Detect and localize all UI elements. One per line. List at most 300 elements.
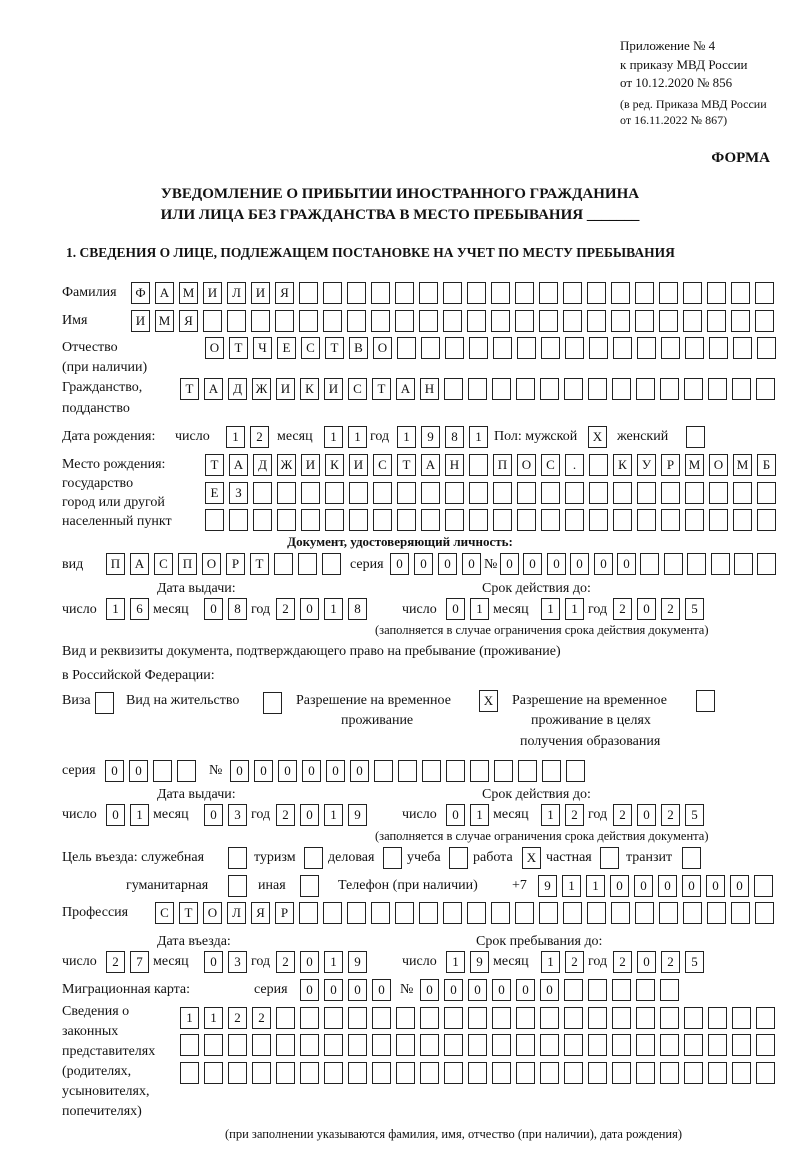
doc-number-cell[interactable] — [687, 553, 706, 575]
surname-cell[interactable] — [563, 282, 582, 304]
surname-cell[interactable] — [443, 282, 462, 304]
citizenship-cell[interactable]: А — [204, 378, 223, 400]
entry-year-cell[interactable]: 1 — [324, 951, 343, 973]
stay-number-cell[interactable] — [542, 760, 561, 782]
surname-cell[interactable] — [659, 282, 678, 304]
reps-3-cell[interactable] — [276, 1062, 295, 1084]
reps-3-cell[interactable] — [348, 1062, 367, 1084]
birthplace-2-cell[interactable] — [733, 482, 752, 504]
reps-3-cell[interactable] — [588, 1062, 607, 1084]
phone-cell[interactable] — [754, 875, 773, 897]
birthplace-3-cell[interactable] — [757, 509, 776, 531]
patronymic-cell[interactable] — [517, 337, 536, 359]
stay-number-cell[interactable]: 0 — [302, 760, 321, 782]
reps-2-cell[interactable] — [660, 1034, 679, 1056]
doc-issue-month-cell[interactable]: 8 — [228, 598, 247, 620]
reps-1-cell[interactable] — [300, 1007, 319, 1029]
p-study-cell[interactable] — [449, 847, 468, 869]
stay-issue-month-cell[interactable]: 3 — [228, 804, 247, 826]
mig-series-cell[interactable]: 0 — [300, 979, 319, 1001]
name-cell[interactable] — [227, 310, 246, 332]
birthplace-2-cell[interactable] — [661, 482, 680, 504]
birth-year-cell[interactable]: 8 — [445, 426, 464, 448]
mig-number-cell[interactable] — [588, 979, 607, 1001]
until-year-cell[interactable]: 0 — [637, 951, 656, 973]
reps-3-cell[interactable] — [444, 1062, 463, 1084]
stay-number-cell[interactable]: 0 — [230, 760, 249, 782]
patronymic-cell[interactable]: Е — [277, 337, 296, 359]
reps-2-cell[interactable] — [588, 1034, 607, 1056]
doc-number-cell[interactable] — [711, 553, 730, 575]
doc-series-cell[interactable]: 0 — [390, 553, 409, 575]
birthplace-3-cell[interactable] — [277, 509, 296, 531]
profession-cell[interactable] — [491, 902, 510, 924]
reps-2-cell[interactable] — [684, 1034, 703, 1056]
patronymic-cell[interactable] — [397, 337, 416, 359]
name-cell[interactable] — [443, 310, 462, 332]
stay-issue-year-cell[interactable]: 1 — [324, 804, 343, 826]
reps-1-cell[interactable] — [492, 1007, 511, 1029]
surname-cell[interactable]: Л — [227, 282, 246, 304]
reps-2-cell[interactable] — [636, 1034, 655, 1056]
birthplace-3-cell[interactable] — [517, 509, 536, 531]
surname-cell[interactable]: И — [203, 282, 222, 304]
patronymic-cell[interactable] — [589, 337, 608, 359]
doc-issue-month-cell[interactable]: 0 — [204, 598, 223, 620]
birthplace-2-cell[interactable] — [493, 482, 512, 504]
reps-2-cell[interactable] — [204, 1034, 223, 1056]
reps-1-cell[interactable] — [564, 1007, 583, 1029]
surname-cell[interactable]: И — [251, 282, 270, 304]
birthplace-2-cell[interactable] — [517, 482, 536, 504]
citizenship-cell[interactable] — [468, 378, 487, 400]
reps-3-cell[interactable] — [324, 1062, 343, 1084]
doc-valid-year-cell[interactable]: 2 — [661, 598, 680, 620]
birthplace-3-cell[interactable] — [493, 509, 512, 531]
patronymic-cell[interactable] — [493, 337, 512, 359]
name-cell[interactable] — [491, 310, 510, 332]
citizenship-cell[interactable]: К — [300, 378, 319, 400]
name-cell[interactable]: М — [155, 310, 174, 332]
birthplace-3-cell[interactable] — [301, 509, 320, 531]
p-other-cell[interactable] — [300, 875, 319, 897]
sex-male-cell[interactable]: X — [588, 426, 607, 448]
doc-kind-cell[interactable] — [298, 553, 317, 575]
citizenship-cell[interactable]: Т — [372, 378, 391, 400]
reps-3-cell[interactable] — [252, 1062, 271, 1084]
phone-cell[interactable]: 1 — [586, 875, 605, 897]
phone-cell[interactable]: 1 — [562, 875, 581, 897]
surname-cell[interactable] — [539, 282, 558, 304]
p-humanitarian-cell[interactable] — [228, 875, 247, 897]
doc-number-cell[interactable]: 0 — [594, 553, 613, 575]
reps-3-cell[interactable] — [372, 1062, 391, 1084]
patronymic-cell[interactable] — [685, 337, 704, 359]
citizenship-cell[interactable] — [540, 378, 559, 400]
reps-2-cell[interactable] — [372, 1034, 391, 1056]
surname-cell[interactable] — [371, 282, 390, 304]
profession-cell[interactable] — [347, 902, 366, 924]
doc-issue-year-cell[interactable]: 2 — [276, 598, 295, 620]
reps-2-cell[interactable] — [468, 1034, 487, 1056]
profession-cell[interactable] — [467, 902, 486, 924]
entry-day-cell[interactable]: 7 — [130, 951, 149, 973]
profession-cell[interactable] — [395, 902, 414, 924]
doc-valid-day-cell[interactable]: 1 — [470, 598, 489, 620]
patronymic-cell[interactable]: С — [301, 337, 320, 359]
doc-valid-year-cell[interactable]: 2 — [613, 598, 632, 620]
profession-cell[interactable] — [755, 902, 774, 924]
reps-3-cell[interactable] — [300, 1062, 319, 1084]
doc-series-cell[interactable]: 0 — [414, 553, 433, 575]
profession-cell[interactable]: Р — [275, 902, 294, 924]
chk-temp-cell[interactable]: X — [479, 690, 498, 712]
name-cell[interactable] — [371, 310, 390, 332]
birthplace-1-cell[interactable]: Д — [253, 454, 272, 476]
patronymic-cell[interactable]: О — [205, 337, 224, 359]
stay-valid-year-cell[interactable]: 2 — [613, 804, 632, 826]
profession-cell[interactable] — [707, 902, 726, 924]
doc-number-cell[interactable]: 0 — [523, 553, 542, 575]
stay-number-cell[interactable] — [422, 760, 441, 782]
mig-number-cell[interactable]: 0 — [420, 979, 439, 1001]
surname-cell[interactable]: М — [179, 282, 198, 304]
reps-1-cell[interactable]: 1 — [180, 1007, 199, 1029]
name-cell[interactable] — [731, 310, 750, 332]
citizenship-cell[interactable] — [684, 378, 703, 400]
chk-edu-cell[interactable] — [696, 690, 715, 712]
mig-series-cell[interactable]: 0 — [372, 979, 391, 1001]
reps-3-cell[interactable] — [228, 1062, 247, 1084]
entry-month-cell[interactable]: 3 — [228, 951, 247, 973]
birthplace-1-cell[interactable]: С — [541, 454, 560, 476]
birthplace-3-cell[interactable] — [589, 509, 608, 531]
birthplace-2-cell[interactable] — [613, 482, 632, 504]
until-year-cell[interactable]: 2 — [661, 951, 680, 973]
doc-valid-year-cell[interactable]: 5 — [685, 598, 704, 620]
citizenship-cell[interactable]: Ж — [252, 378, 271, 400]
stay-issue-year-cell[interactable]: 2 — [276, 804, 295, 826]
entry-month-cell[interactable]: 0 — [204, 951, 223, 973]
entry-year-cell[interactable]: 0 — [300, 951, 319, 973]
stay-series-cell[interactable]: 0 — [129, 760, 148, 782]
surname-cell[interactable] — [515, 282, 534, 304]
reps-3-cell[interactable] — [732, 1062, 751, 1084]
profession-cell[interactable] — [323, 902, 342, 924]
citizenship-cell[interactable] — [708, 378, 727, 400]
profession-cell[interactable]: Л — [227, 902, 246, 924]
patronymic-cell[interactable] — [565, 337, 584, 359]
birthplace-1-cell[interactable]: У — [637, 454, 656, 476]
birthplace-1-cell[interactable]: И — [301, 454, 320, 476]
until-year-cell[interactable]: 5 — [685, 951, 704, 973]
birthplace-2-cell[interactable] — [709, 482, 728, 504]
birth-year-cell[interactable]: 9 — [421, 426, 440, 448]
patronymic-cell[interactable]: Ч — [253, 337, 272, 359]
birthplace-3-cell[interactable] — [445, 509, 464, 531]
mig-number-cell[interactable]: 0 — [516, 979, 535, 1001]
profession-cell[interactable] — [419, 902, 438, 924]
birthplace-1-cell[interactable]: Т — [397, 454, 416, 476]
citizenship-cell[interactable] — [516, 378, 535, 400]
citizenship-cell[interactable] — [756, 378, 775, 400]
reps-3-cell[interactable] — [180, 1062, 199, 1084]
citizenship-cell[interactable]: С — [348, 378, 367, 400]
mig-number-cell[interactable] — [612, 979, 631, 1001]
name-cell[interactable]: Я — [179, 310, 198, 332]
profession-cell[interactable]: Я — [251, 902, 270, 924]
reps-2-cell[interactable] — [708, 1034, 727, 1056]
patronymic-cell[interactable] — [613, 337, 632, 359]
birthplace-1-cell[interactable] — [469, 454, 488, 476]
birthplace-2-cell[interactable] — [541, 482, 560, 504]
citizenship-cell[interactable] — [444, 378, 463, 400]
doc-kind-cell[interactable]: П — [106, 553, 125, 575]
reps-1-cell[interactable] — [540, 1007, 559, 1029]
doc-series-cell[interactable]: 0 — [438, 553, 457, 575]
name-cell[interactable] — [467, 310, 486, 332]
birth-day-cell[interactable]: 1 — [226, 426, 245, 448]
doc-kind-cell[interactable]: О — [202, 553, 221, 575]
entry-day-cell[interactable]: 2 — [106, 951, 125, 973]
reps-3-cell[interactable] — [756, 1062, 775, 1084]
birthplace-3-cell[interactable] — [661, 509, 680, 531]
stay-issue-year-cell[interactable]: 0 — [300, 804, 319, 826]
reps-3-cell[interactable] — [468, 1062, 487, 1084]
name-cell[interactable] — [347, 310, 366, 332]
mig-number-cell[interactable] — [564, 979, 583, 1001]
name-cell[interactable] — [587, 310, 606, 332]
profession-cell[interactable] — [731, 902, 750, 924]
doc-kind-cell[interactable]: А — [130, 553, 149, 575]
citizenship-cell[interactable] — [588, 378, 607, 400]
birthplace-1-cell[interactable]: М — [733, 454, 752, 476]
reps-2-cell[interactable] — [396, 1034, 415, 1056]
reps-2-cell[interactable] — [276, 1034, 295, 1056]
birth-year-cell[interactable]: 1 — [397, 426, 416, 448]
surname-cell[interactable] — [467, 282, 486, 304]
profession-cell[interactable] — [611, 902, 630, 924]
reps-2-cell[interactable] — [228, 1034, 247, 1056]
patronymic-cell[interactable]: Т — [325, 337, 344, 359]
doc-kind-cell[interactable]: П — [178, 553, 197, 575]
birthplace-2-cell[interactable] — [253, 482, 272, 504]
birth-month-cell[interactable]: 1 — [324, 426, 343, 448]
doc-number-cell[interactable] — [640, 553, 659, 575]
reps-3-cell[interactable] — [612, 1062, 631, 1084]
reps-1-cell[interactable] — [444, 1007, 463, 1029]
surname-cell[interactable] — [395, 282, 414, 304]
stay-number-cell[interactable] — [374, 760, 393, 782]
reps-2-cell[interactable] — [324, 1034, 343, 1056]
stay-issue-day-cell[interactable]: 0 — [106, 804, 125, 826]
name-cell[interactable]: И — [131, 310, 150, 332]
birthplace-2-cell[interactable] — [277, 482, 296, 504]
reps-1-cell[interactable] — [516, 1007, 535, 1029]
citizenship-cell[interactable] — [492, 378, 511, 400]
surname-cell[interactable]: Я — [275, 282, 294, 304]
birthplace-2-cell[interactable] — [373, 482, 392, 504]
doc-number-cell[interactable]: 0 — [500, 553, 519, 575]
mig-number-cell[interactable]: 0 — [540, 979, 559, 1001]
profession-cell[interactable] — [539, 902, 558, 924]
birthplace-1-cell[interactable]: О — [709, 454, 728, 476]
phone-cell[interactable]: 0 — [658, 875, 677, 897]
doc-series-cell[interactable]: 0 — [462, 553, 481, 575]
p-service-cell[interactable] — [228, 847, 247, 869]
doc-kind-cell[interactable] — [322, 553, 341, 575]
profession-cell[interactable]: О — [203, 902, 222, 924]
patronymic-cell[interactable]: Т — [229, 337, 248, 359]
birthplace-2-cell[interactable] — [685, 482, 704, 504]
reps-1-cell[interactable] — [348, 1007, 367, 1029]
mig-number-cell[interactable]: 0 — [444, 979, 463, 1001]
surname-cell[interactable] — [635, 282, 654, 304]
stay-number-cell[interactable] — [446, 760, 465, 782]
doc-number-cell[interactable]: 0 — [547, 553, 566, 575]
stay-issue-year-cell[interactable]: 9 — [348, 804, 367, 826]
until-month-cell[interactable]: 2 — [565, 951, 584, 973]
birthplace-3-cell[interactable] — [733, 509, 752, 531]
birthplace-2-cell[interactable] — [565, 482, 584, 504]
phone-cell[interactable]: 0 — [634, 875, 653, 897]
name-cell[interactable] — [203, 310, 222, 332]
citizenship-cell[interactable]: И — [324, 378, 343, 400]
birthplace-1-cell[interactable]: Н — [445, 454, 464, 476]
profession-cell[interactable]: С — [155, 902, 174, 924]
profession-cell[interactable] — [587, 902, 606, 924]
stay-number-cell[interactable]: 0 — [326, 760, 345, 782]
stay-valid-year-cell[interactable]: 0 — [637, 804, 656, 826]
name-cell[interactable] — [659, 310, 678, 332]
doc-number-cell[interactable] — [757, 553, 776, 575]
citizenship-cell[interactable] — [660, 378, 679, 400]
citizenship-cell[interactable]: Т — [180, 378, 199, 400]
p-tourism-cell[interactable] — [304, 847, 323, 869]
patronymic-cell[interactable] — [733, 337, 752, 359]
citizenship-cell[interactable] — [636, 378, 655, 400]
stay-valid-month-cell[interactable]: 1 — [541, 804, 560, 826]
p-business-cell[interactable] — [383, 847, 402, 869]
birthplace-2-cell[interactable] — [469, 482, 488, 504]
birthplace-2-cell[interactable]: З — [229, 482, 248, 504]
stay-number-cell[interactable] — [494, 760, 513, 782]
reps-1-cell[interactable] — [588, 1007, 607, 1029]
doc-number-cell[interactable]: 0 — [617, 553, 636, 575]
birthplace-3-cell[interactable] — [685, 509, 704, 531]
surname-cell[interactable] — [491, 282, 510, 304]
stay-series-cell[interactable] — [153, 760, 172, 782]
birthplace-2-cell[interactable] — [349, 482, 368, 504]
reps-1-cell[interactable]: 1 — [204, 1007, 223, 1029]
birthplace-2-cell[interactable] — [397, 482, 416, 504]
reps-3-cell[interactable] — [684, 1062, 703, 1084]
surname-cell[interactable]: Ф — [131, 282, 150, 304]
until-month-cell[interactable]: 1 — [541, 951, 560, 973]
birthplace-3-cell[interactable] — [229, 509, 248, 531]
birthplace-3-cell[interactable] — [637, 509, 656, 531]
reps-1-cell[interactable] — [660, 1007, 679, 1029]
doc-number-cell[interactable] — [734, 553, 753, 575]
birthplace-1-cell[interactable] — [589, 454, 608, 476]
birthplace-2-cell[interactable] — [637, 482, 656, 504]
birth-year-cell[interactable]: 1 — [469, 426, 488, 448]
reps-1-cell[interactable] — [684, 1007, 703, 1029]
citizenship-cell[interactable] — [612, 378, 631, 400]
name-cell[interactable] — [755, 310, 774, 332]
doc-issue-year-cell[interactable]: 1 — [324, 598, 343, 620]
reps-1-cell[interactable] — [468, 1007, 487, 1029]
birthplace-3-cell[interactable] — [349, 509, 368, 531]
citizenship-cell[interactable]: Д — [228, 378, 247, 400]
p-private-cell[interactable] — [600, 847, 619, 869]
stay-valid-year-cell[interactable]: 5 — [685, 804, 704, 826]
birthplace-1-cell[interactable]: К — [613, 454, 632, 476]
citizenship-cell[interactable]: А — [396, 378, 415, 400]
reps-3-cell[interactable] — [708, 1062, 727, 1084]
surname-cell[interactable] — [611, 282, 630, 304]
birthplace-1-cell[interactable]: Т — [205, 454, 224, 476]
patronymic-cell[interactable] — [445, 337, 464, 359]
reps-3-cell[interactable] — [204, 1062, 223, 1084]
name-cell[interactable] — [611, 310, 630, 332]
doc-valid-year-cell[interactable]: 0 — [637, 598, 656, 620]
reps-2-cell[interactable] — [492, 1034, 511, 1056]
birthplace-1-cell[interactable]: . — [565, 454, 584, 476]
doc-number-cell[interactable]: 0 — [570, 553, 589, 575]
reps-2-cell[interactable] — [612, 1034, 631, 1056]
patronymic-cell[interactable] — [421, 337, 440, 359]
birthplace-2-cell[interactable] — [301, 482, 320, 504]
birthplace-1-cell[interactable]: К — [325, 454, 344, 476]
birthplace-3-cell[interactable] — [709, 509, 728, 531]
profession-cell[interactable] — [635, 902, 654, 924]
reps-2-cell[interactable] — [732, 1034, 751, 1056]
birthplace-1-cell[interactable]: С — [373, 454, 392, 476]
birthplace-3-cell[interactable] — [253, 509, 272, 531]
surname-cell[interactable] — [755, 282, 774, 304]
profession-cell[interactable] — [371, 902, 390, 924]
reps-1-cell[interactable] — [612, 1007, 631, 1029]
entry-year-cell[interactable]: 9 — [348, 951, 367, 973]
phone-cell[interactable]: 0 — [610, 875, 629, 897]
birthplace-2-cell[interactable] — [445, 482, 464, 504]
reps-2-cell[interactable] — [540, 1034, 559, 1056]
surname-cell[interactable] — [587, 282, 606, 304]
profession-cell[interactable]: Т — [179, 902, 198, 924]
name-cell[interactable] — [635, 310, 654, 332]
reps-3-cell[interactable] — [540, 1062, 559, 1084]
mig-number-cell[interactable] — [660, 979, 679, 1001]
birthplace-1-cell[interactable]: П — [493, 454, 512, 476]
birthplace-1-cell[interactable]: А — [229, 454, 248, 476]
birthplace-3-cell[interactable] — [205, 509, 224, 531]
phone-cell[interactable]: 9 — [538, 875, 557, 897]
reps-2-cell[interactable] — [348, 1034, 367, 1056]
reps-1-cell[interactable] — [396, 1007, 415, 1029]
patronymic-cell[interactable] — [661, 337, 680, 359]
reps-1-cell[interactable] — [276, 1007, 295, 1029]
name-cell[interactable] — [275, 310, 294, 332]
patronymic-cell[interactable] — [709, 337, 728, 359]
stay-number-cell[interactable]: 0 — [350, 760, 369, 782]
citizenship-cell[interactable]: И — [276, 378, 295, 400]
doc-valid-day-cell[interactable]: 0 — [446, 598, 465, 620]
patronymic-cell[interactable] — [637, 337, 656, 359]
reps-3-cell[interactable] — [420, 1062, 439, 1084]
citizenship-cell[interactable]: Н — [420, 378, 439, 400]
doc-kind-cell[interactable]: С — [154, 553, 173, 575]
